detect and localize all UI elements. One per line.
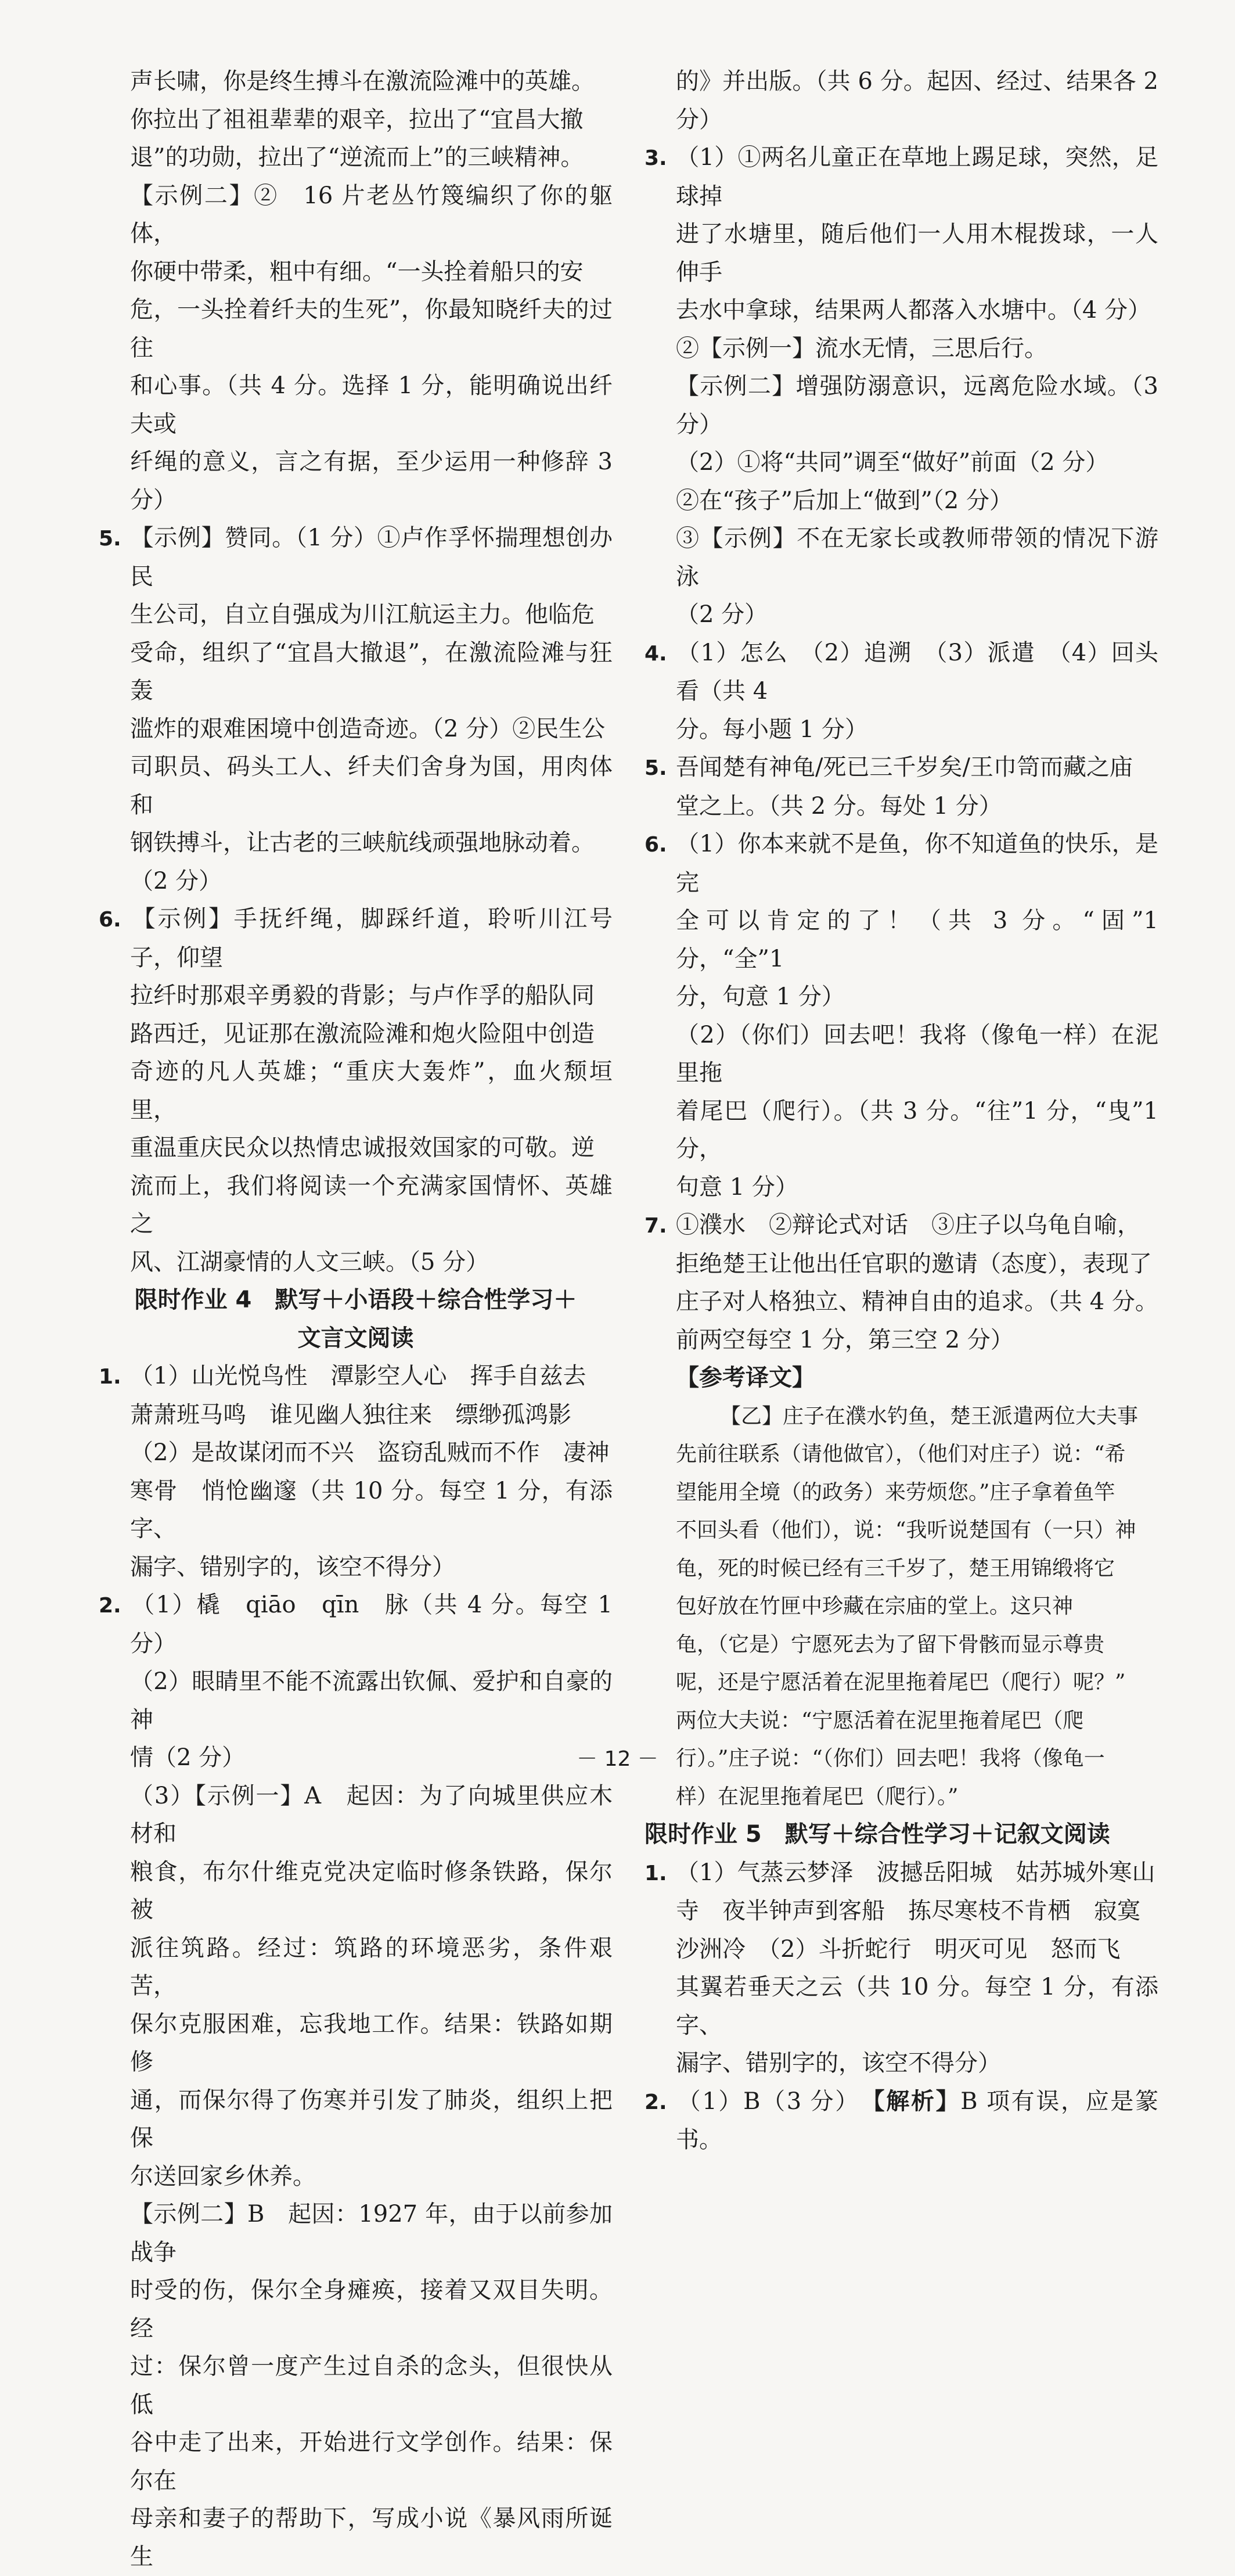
translation-line: 样）在泥里拖着尾巴（爬行）。” [676, 1784, 959, 1809]
translation-line: 包好放在竹匣中珍藏在宗庙的堂上。这只神 [676, 1594, 1074, 1618]
text-line: 萧萧班马鸣 谁见幽人独往来 缥缈孤鸿影 [130, 1401, 571, 1428]
answer-5 [644, 749, 1158, 788]
text-line: ②在“孩子”后加上“做到”（2 分） [676, 487, 1013, 514]
question-number: 2. [99, 1594, 121, 1618]
text-line: 【示例】赞同。（1 分）①卢作孚怀揣理想创办民 [130, 524, 613, 590]
text-line: 风、江湖豪情的人文三峡。（5 分） [130, 1248, 489, 1276]
text-line: 纤绳的意义，言之有据，至少运用一种修辞 3 分） [130, 448, 613, 513]
text-line: 粮食，布尔什维克党决定临时修条铁路，保尔被 [130, 1858, 613, 1923]
text-line: 其翼若垂天之云（共 10 分。每空 1 分，有添字、 [676, 1974, 1158, 2039]
translation-line: 【乙】庄子在濮水钓鱼，楚王派遣两位大夫事 [720, 1404, 1139, 1428]
text-line: 重温重庆民众以热情忠诚报效国家的可敬。逆 [130, 1134, 595, 1161]
text-line: 声长啸，你是终生搏斗在激流险滩中的英雄。 [130, 68, 595, 95]
text-line: 受命，组织了“宜昌大撤退”，在激流险滩与狂轰 [130, 639, 613, 704]
question-number: 2. [644, 2090, 667, 2114]
text-line: 尔送回家乡休养。 [130, 2162, 316, 2190]
question-number: 6. [644, 833, 667, 857]
text-line: （2）（你们）回去吧！我将（像龟一样）在泥里拖 [676, 1021, 1158, 1086]
analysis-label: 【解析】 [873, 2088, 961, 2115]
text-line: 钢铁搏斗，让古老的三峡航线顽强地脉动着。 [130, 829, 595, 856]
text-line: 奇迹的凡人英雄；“重庆大轰炸”，血火颓垣里， [130, 1058, 613, 1123]
translation-line: 两位大夫说：“宁愿活着在泥里拖着尾巴（爬 [676, 1708, 1084, 1733]
text-line: 前两空每空 1 分，第三空 2 分） [676, 1326, 1014, 1353]
text-line: （2 分） [130, 867, 222, 894]
text-line: （1）怎么 （2）追溯 （3）派遣 （4）回头看（共 4 [676, 639, 1158, 705]
answer-6 [644, 825, 1158, 902]
text-line: 危，一头拴着纤夫的生死”，你最知晓纤夫的过往 [130, 296, 613, 361]
text-line: （1）山光悦鸟性 潭影空人心 挥手自兹去 [130, 1363, 586, 1389]
text-line: 分，句意 1 分） [676, 983, 845, 1010]
text-line: 句意 1 分） [676, 1173, 798, 1201]
section-heading-4-cont: 文言文阅读 [297, 1324, 414, 1352]
question-number: 6. [99, 908, 121, 932]
text-line: 时受的伤，保尔全身瘫痪，接着又双目失明。经 [130, 2277, 613, 2342]
text-line: 母亲和妻子的帮助下，写成小说《暴风雨所诞生 [130, 2505, 613, 2570]
text-line: 和心事。（共 4 分。选择 1 分，能明确说出纤夫或 [130, 372, 613, 437]
text-line: 分。每小题 1 分） [676, 716, 868, 743]
text-line: B 项有误，应是篆书。 [676, 2088, 1159, 2153]
question-number: 4. [644, 641, 667, 666]
right-column [644, 63, 1158, 2160]
text-line: 【示例】手抚纤绳，脚踩纤道，聆听川江号子，仰望 [130, 906, 613, 971]
text-line: （2 分） [676, 601, 768, 628]
translation-line: 望能用全境（的政务）来劳烦您。”庄子拿着鱼竿 [676, 1480, 1115, 1504]
text-line: （2）是故谋闭而不兴 盗窃乱贼而不作 凄神 [130, 1439, 610, 1466]
text-line: 漏字、错别字的，该空不得分） [676, 2050, 1001, 2076]
text-line: 庄子对人格独立、精神自由的追求。（共 4 分。 [676, 1288, 1158, 1315]
translation-line: 龟，（它是）宁愿死去为了留下骨骸而显示尊贵 [676, 1632, 1105, 1657]
text-line: 漏字、错别字的，该空不得分） [130, 1553, 455, 1580]
text-line: （1）气蒸云梦泽 波撼岳阳城 姑苏城外寒山 [676, 1859, 1155, 1886]
text-line: ①濮水 ②辩论式对话 ③庄子以乌龟自喻， [676, 1212, 1140, 1238]
text-line: 你拉出了祖祖辈辈的艰辛，拉出了“宜昌大撤 [130, 106, 584, 133]
page-number: － 12 － [577, 1747, 658, 1771]
text-line: 着尾巴（爬行）。（共 3 分。“往”1 分，“曳”1 分， [676, 1097, 1158, 1162]
answer-2 [99, 1586, 613, 1663]
question-number: 1. [99, 1365, 121, 1389]
text-line: （1）你本来就不是鱼，你不知道鱼的快乐，是完 [676, 831, 1158, 896]
text-line: 滥炸的艰难困境中创造奇迹。（2 分）②民生公 [130, 715, 606, 742]
text-line: 拒绝楚王让他出任官职的邀请（态度），表现了 [676, 1250, 1152, 1277]
text-line: 路西迁，见证那在激流险滩和炮火险阻中创造 [130, 1020, 595, 1047]
text-line: 退”的功勋，拉出了“逆流而上”的三峡精神。 [130, 144, 584, 171]
text-line: 你硬中带柔，粗中有细。“一头拴着船只的安 [130, 258, 584, 285]
translation-line: 行）。”庄子说：“（你们）回去吧！我将（像龟一 [676, 1747, 1105, 1770]
text-line: 吾闻楚有神龟/死已三千岁矣/王巾笥而藏之庙 [676, 754, 1133, 781]
translation-line: 呢，还是宁愿活着在泥里拖着尾巴（爬行）呢？” [676, 1670, 1126, 1694]
question-5 [99, 519, 613, 596]
left-column [99, 63, 613, 2576]
answer-4 [644, 634, 1158, 711]
text-line: （1）①两名儿童正在草地上踢足球，突然，足球掉 [676, 144, 1158, 210]
translation-line: 龟，死的时候已经有三千岁了，楚王用锦缎将它 [676, 1556, 1115, 1580]
text-line: （2）眼睛里不能不流露出钦佩、爱护和自豪的神 [130, 1668, 613, 1733]
text-line: 生公司，自立自强成为川江航运主力。他临危 [130, 601, 595, 628]
question-number: 5. [644, 756, 667, 780]
text-line: （1）B（3 分） [676, 2088, 848, 2115]
text-line: 全可以肯定的了！（共 3 分。“固”1 分，“全”1 [676, 907, 1158, 972]
text-line: 寺 夜半钟声到客船 拣尽寒枝不肯栖 寂寞 [676, 1898, 1140, 1924]
text-line: 拉纤时那艰辛勇毅的背影；与卢作孚的船队同 [130, 982, 595, 1009]
question-number: 7. [644, 1214, 667, 1238]
text-line: （3）【示例一】A 起因：为了向城里供应木材和 [130, 1782, 613, 1847]
question-number: 5. [99, 527, 121, 551]
text-line: 保尔克服困难，忘我地工作。结果：铁路如期修 [130, 2010, 613, 2075]
text-line: 情（2 分） [130, 1744, 246, 1771]
question-number: 3. [644, 146, 667, 170]
text-line: 流而上，我们将阅读一个充满家国情怀、英雄之 [130, 1172, 613, 1237]
text-line: 派往筑路。经过：筑路的环境恶劣，条件艰苦， [130, 1934, 613, 1999]
answer-b1 [644, 1854, 1158, 1893]
question-number: 1. [644, 1861, 667, 1885]
question-6 [99, 900, 613, 977]
text-line: 进了水塘里，随后他们一人用木棍拨球，一人伸手 [676, 221, 1158, 286]
text-line: 谷中走了出来，开始进行文学创作。结果：保尔在 [130, 2429, 613, 2494]
translation-line: 先前往联系（请他做官），（他们对庄子）说：“希 [676, 1442, 1126, 1466]
reference-translation-title: 【参考译文】 [676, 1364, 815, 1391]
text-line: 司职员、码头工人、纤夫们舍身为国，用肉体和 [130, 753, 613, 818]
section-heading-4: 限时作业 4 默写＋小语段＋综合性学习＋ [134, 1287, 577, 1313]
answer-1 [99, 1357, 613, 1396]
answer-b2 [644, 2083, 1158, 2160]
text-line: 【示例二】增强防溺意识，远离危险水域。（3 分） [676, 373, 1158, 438]
text-line: 寒骨 悄怆幽邃（共 10 分。每空 1 分，有添字、 [130, 1477, 613, 1542]
text-line: 去水中拿球，结果两人都落入水塘中。（4 分） [676, 297, 1151, 324]
text-line: ③【示例】不在无家长或教师带领的情况下游泳 [676, 525, 1158, 590]
text-line: 过：保尔曾一度产生过自杀的念头，但很快从低 [130, 2353, 613, 2418]
text-line: 【示例二】B 起因：1927 年，由于以前参加战争 [130, 2201, 613, 2266]
text-line: ②【示例一】流水无情，三思后行。 [676, 335, 1047, 362]
text-line: 【示例二】② 16 片老丛竹篾编织了你的躯体， [130, 182, 613, 247]
text-line: 沙洲冷 （2）斗折蛇行 明灭可见 怒而飞 [676, 1935, 1121, 1963]
section-heading-5: 限时作业 5 默写＋综合性学习＋记叙文阅读 [644, 1821, 1110, 1848]
answer-3 [644, 139, 1158, 215]
translation-line: 不回头看（他们），说：“我听说楚国有（一只）神 [676, 1518, 1136, 1542]
text-line: 通，而保尔得了伤寒并引发了肺炎，组织上把保 [130, 2086, 613, 2151]
text-line: （1）橇 qiāo qīn 脉（共 4 分。每空 1 分） [130, 1591, 613, 1657]
text-line: 的》并出版。（共 6 分。起因、经过、结果各 2 分） [676, 68, 1158, 133]
text-line: （2）①将“共同”调至“做好”前面（2 分） [676, 449, 1109, 476]
answer-7 [644, 1206, 1158, 1245]
text-line: 堂之上。（共 2 分。每处 1 分） [676, 792, 1002, 820]
